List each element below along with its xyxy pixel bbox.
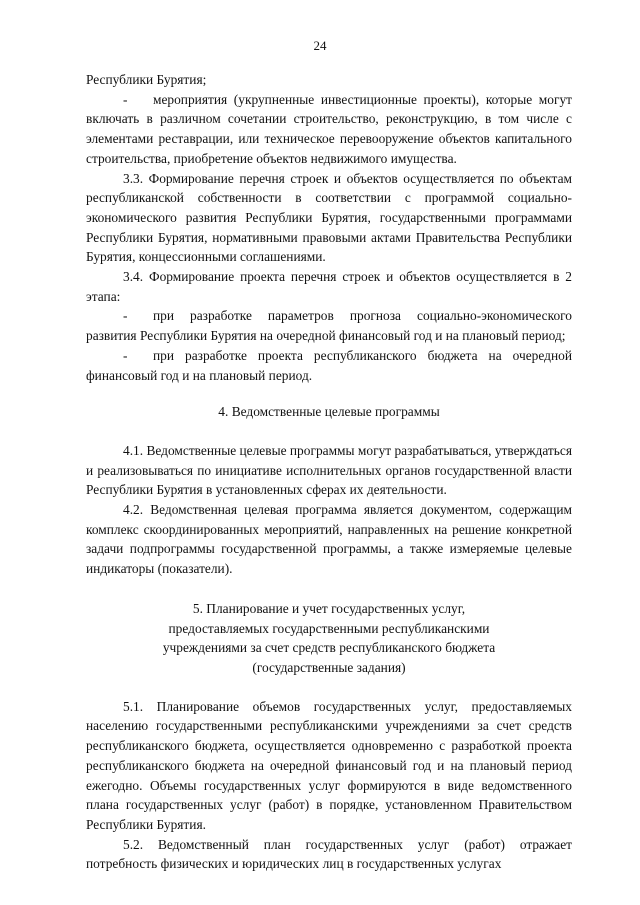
paragraph-3-3: 3.3. Формирование перечня строек и объектов осуществляется по объектам республиканской собственности в соответствии с программой социально-экономического развития Республики Бурятия, государственными программами Республики Бурятия, нормативными правовыми актами Правительства Республики Бурятия, концессионными соглашениями.	[86, 170, 572, 265]
list-item-text: при разработке проекта республиканского бюджета на очередной финансовый год и на плановый период.	[86, 347, 572, 383]
list-dash: -	[123, 347, 128, 363]
list-item-measures	[86, 90, 572, 169]
document-body	[86, 70, 572, 874]
list-item-text: мероприятия (укрупненные инвестиционные проекты), которые могут включать в различном сочетании строительство, реконструкцию, в том числе с элементами реставрации, или техническое перевооружение объектов капитального строительства, приобретение объектов недвижимого имущества.	[86, 91, 572, 166]
paragraph-5-2: 5.2. Ведомственный план государственных услуг (работ) отражает потребность физических и юридических лиц в государственных услугах	[86, 836, 572, 872]
paragraph-4-1: 4.1. Ведомственные целевые программы могут разрабатываться, утверждаться и реализовываться по инициативе исполнительных органов государственной власти Республики Бурятия в установленных сферах их деятельности.	[86, 442, 572, 498]
list-dash: -	[123, 91, 128, 107]
paragraph-4-2: 4.2. Ведомственная целевая программа является документом, содержащим комплекс скоординированных мероприятий, направленных на решение конкретной задачи подпрограммы государственной программы, а также измеряемые целевые индикаторы (показатели).	[86, 502, 572, 577]
paragraph-continuation: Республики Бурятия;	[86, 72, 207, 87]
page-number: 24	[313, 38, 327, 53]
paragraph-3-4: 3.4. Формирование проекта перечня строек и объектов осуществляется в 2 этапа:	[86, 269, 572, 304]
list-item-text: при разработке параметров прогноза социально-экономического развития Республики Бурятия на очередной финансовый год и на плановый период;	[86, 308, 572, 344]
list-item-stage-2	[86, 346, 572, 385]
section-5-title-line: (государственные задания)	[252, 659, 406, 675]
section-5-title-line: учреждениями за счет средств республиканского бюджета	[162, 640, 496, 656]
section-4-title: 4. Ведомственные целевые программы	[218, 404, 440, 420]
section-5-title-line: 5. Планирование и учет государственных услуг,	[192, 600, 466, 616]
paragraph-5-1: 5.1. Планирование объемов государственных услуг, предоставляемых населению государственными республиканскими учреждениями за счет средств республиканского бюджета, осуществляется одновременно с разработкой проекта республиканского бюджета на очередной финансовый год и на плановый период ежегодно. Объемы государственных услуг формируются в виде ведомственного плана государственных услуг (работ) в порядке, установленном Правительством Республики Бурятия.	[86, 698, 572, 832]
section-5-title	[86, 599, 572, 678]
section-5-title-line: предоставляемых государственными республиканскими	[168, 620, 490, 636]
list-item-stage-1	[86, 306, 572, 345]
list-dash: -	[123, 308, 128, 324]
